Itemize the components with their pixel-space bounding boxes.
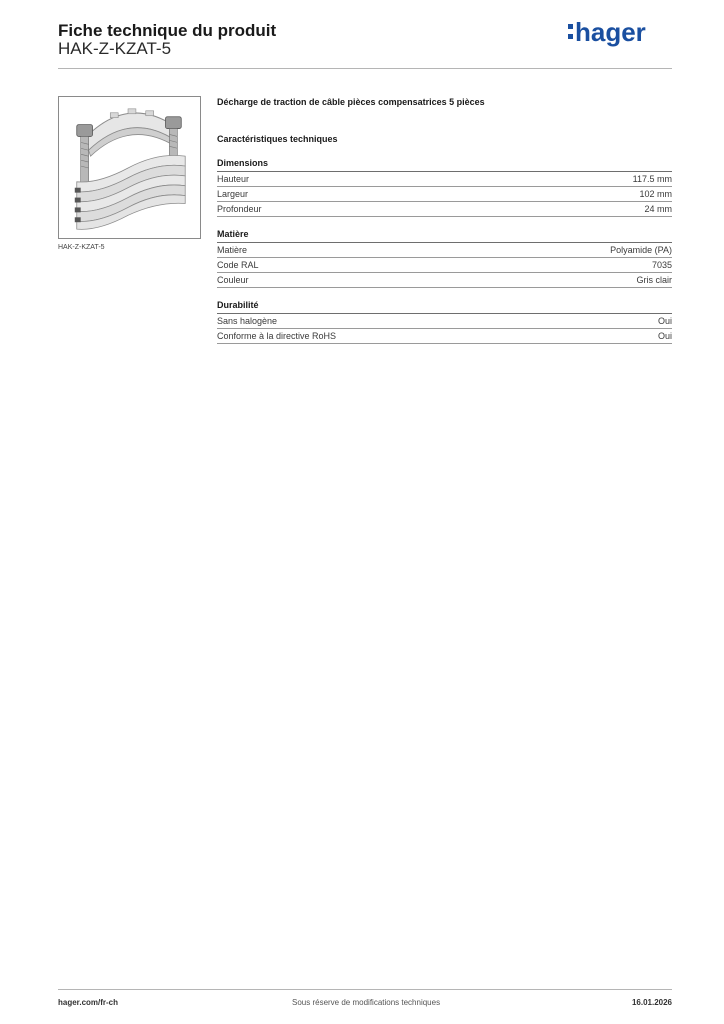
spec-group-dimensions [217,157,672,217]
spec-label: Hauteur [217,174,250,184]
spec-value: Gris clair [636,275,672,285]
spec-label: Profondeur [217,204,262,214]
spec-content [217,96,672,355]
spec-value: 24 mm [644,204,672,214]
spec-value: 117.5 mm [632,174,672,184]
spec-label: Code RAL [217,260,259,270]
spec-label: Conforme à la directive RoHS [217,331,337,341]
cable-strain-relief-illustration [59,97,200,238]
specs-heading: Caractéristiques techniques [217,134,338,144]
spec-row [217,258,672,273]
spec-label: Sans halogène [217,316,278,326]
spec-label: Matière [217,245,248,255]
spec-group-material [217,228,672,288]
spec-label: Couleur [217,275,249,285]
spec-value: Polyamide (PA) [610,245,672,255]
spec-group-durability [217,299,672,344]
footer-website-link[interactable]: hager.com/fr-ch [58,998,119,1007]
spec-row [217,202,672,217]
image-caption: HAK-Z-KZAT-5 [58,244,105,251]
product-image [58,96,201,239]
spec-row [217,243,672,258]
footer-disclaimer: Sous réserve de modifications techniques [292,998,441,1007]
spec-row [217,329,672,344]
spec-row [217,172,672,187]
group-title: Durabilité [217,299,672,314]
product-code: HAK-Z-KZAT-5 [58,39,172,58]
spec-row [217,273,672,288]
header-divider [58,68,672,69]
footer-date: 16.01.2026 [631,998,672,1007]
spec-row [217,187,672,202]
footer-divider [58,989,672,990]
spec-label: Largeur [217,189,249,199]
group-title: Dimensions [217,157,672,172]
page-title: Fiche technique du produit [58,21,277,40]
spec-value: 7035 [651,260,672,270]
spec-row [217,314,672,329]
spec-value: 102 mm [639,189,672,199]
spec-value: Oui [657,331,672,341]
product-description: Décharge de traction de câble pièces compensatrices 5 pièces [217,97,485,107]
group-title: Matière [217,228,672,243]
hager-logo [566,14,660,50]
svg-text:hager: hager [575,17,646,47]
spec-value: Oui [657,316,672,326]
